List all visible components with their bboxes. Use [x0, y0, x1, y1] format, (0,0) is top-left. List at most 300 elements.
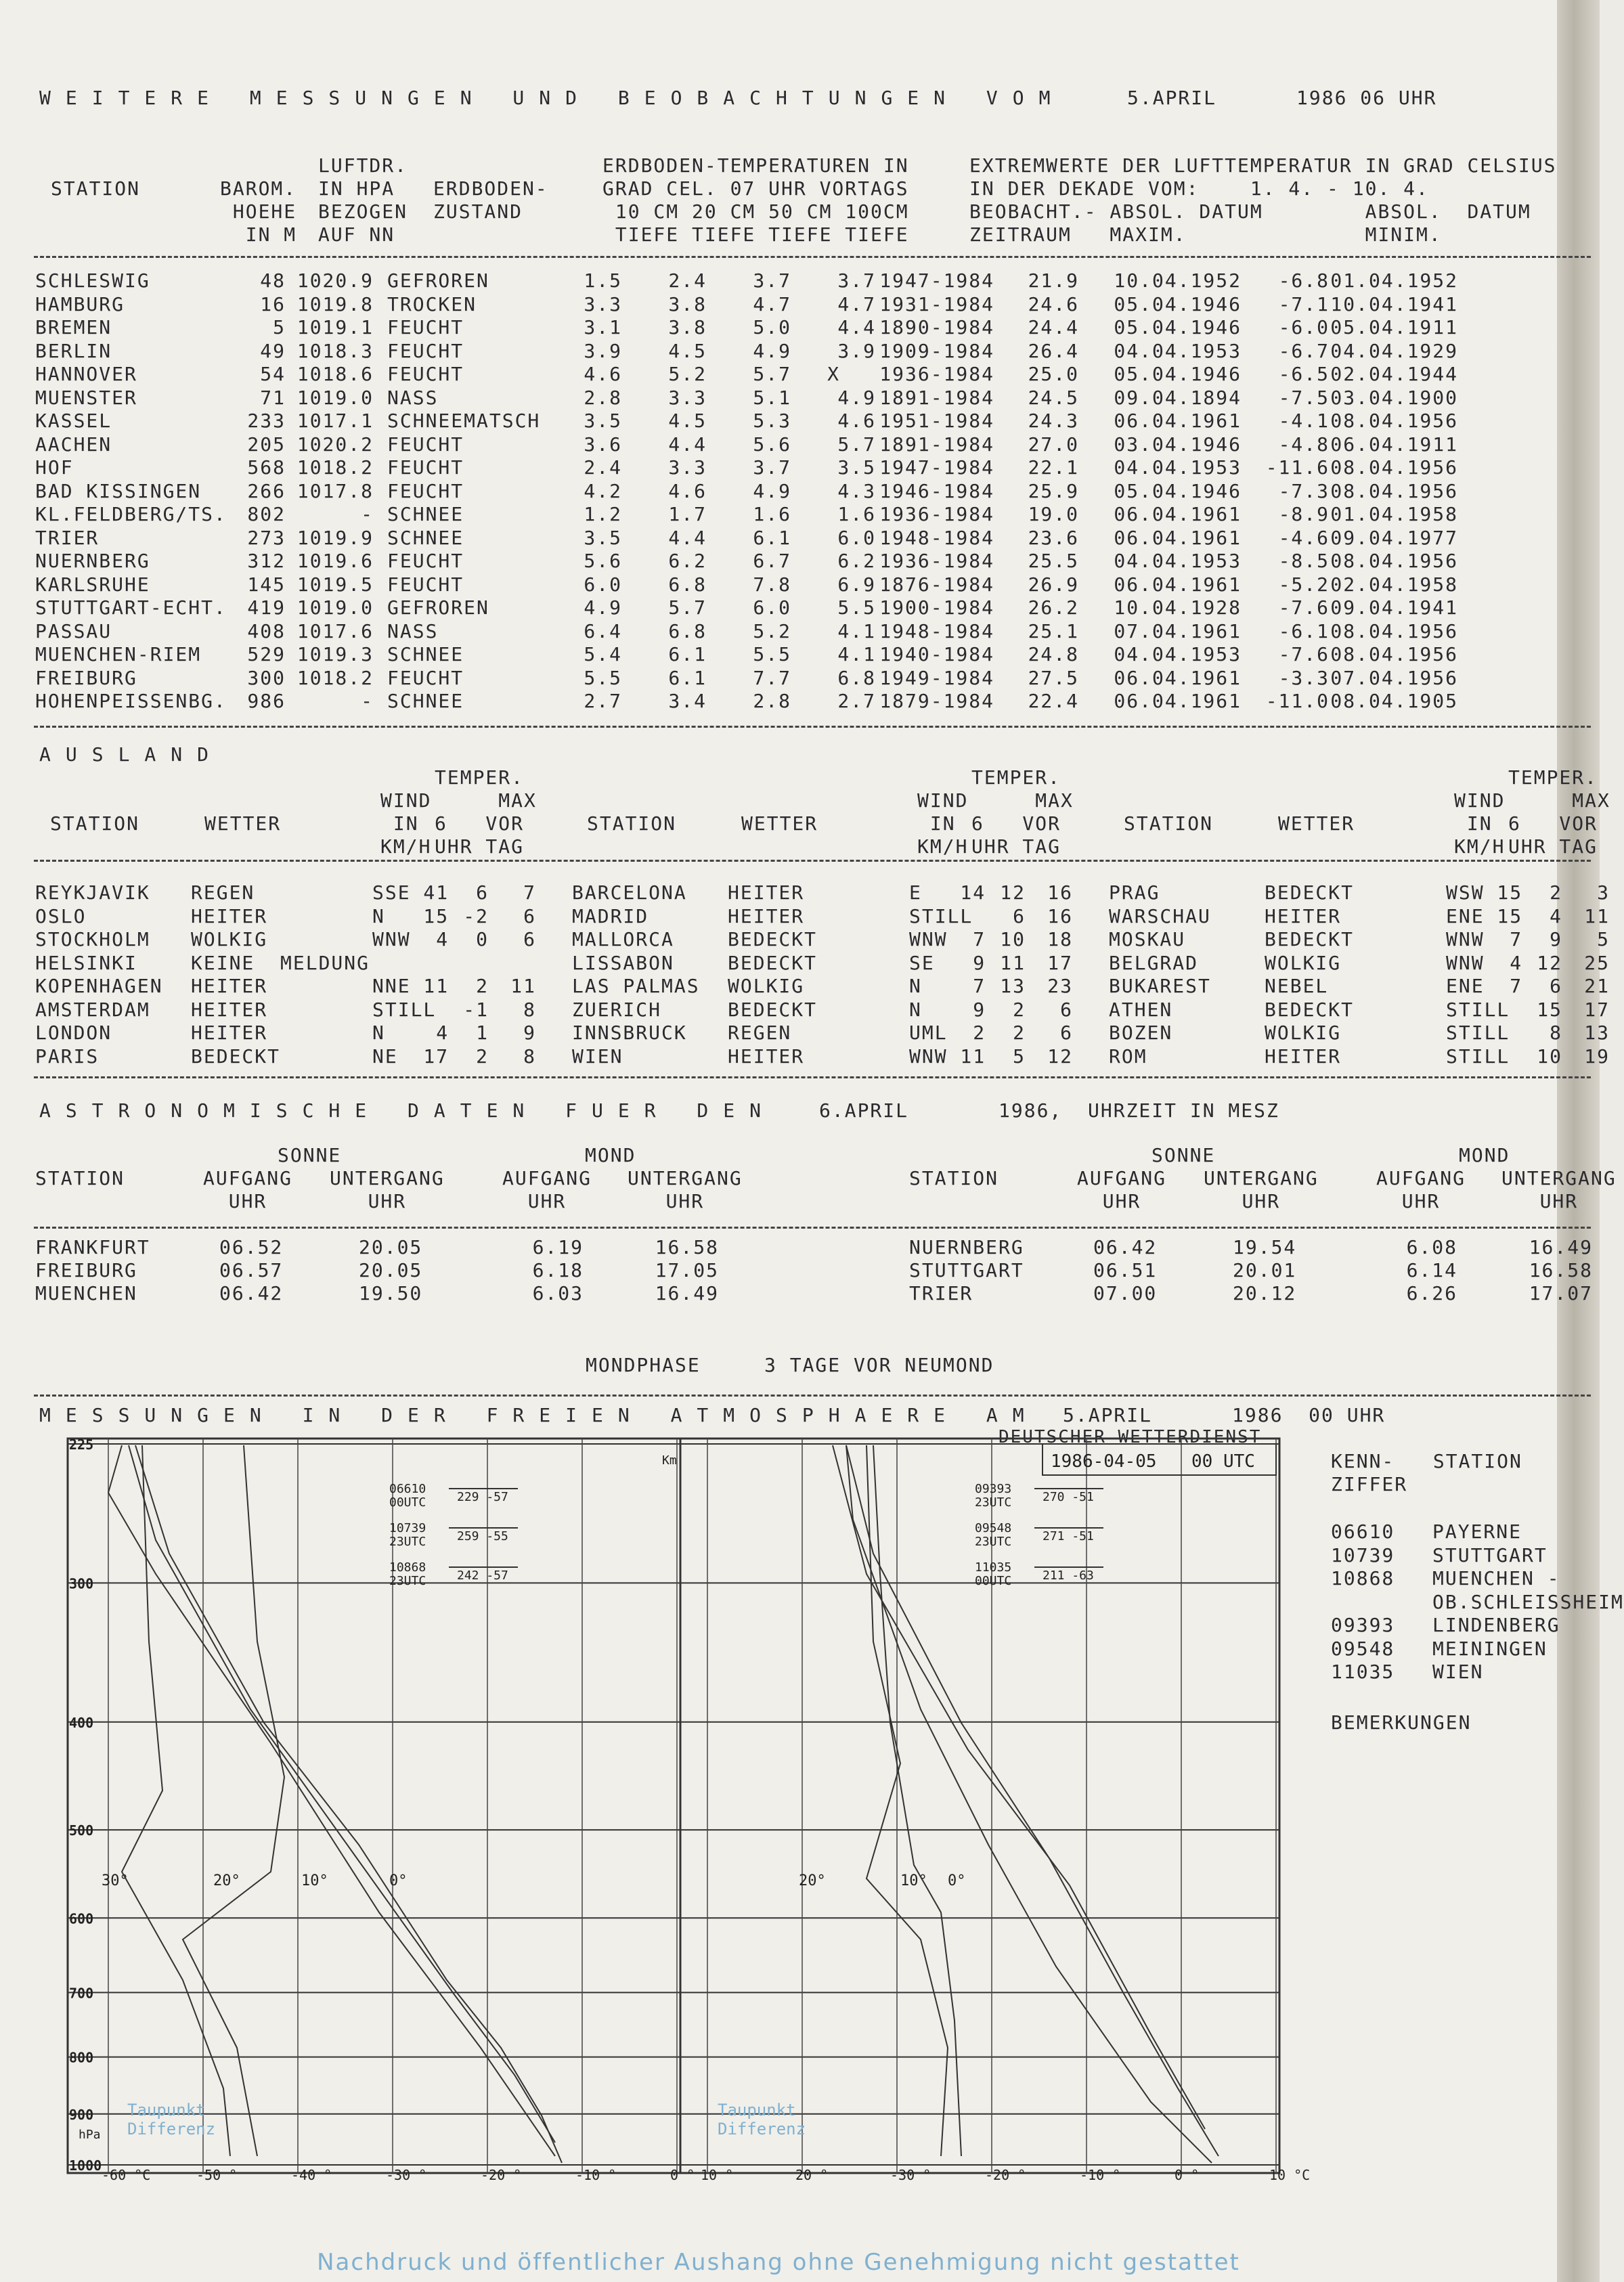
cell-t50: 4.9 [753, 339, 791, 362]
ausland-station: WIEN [572, 1045, 623, 1068]
ausland-weather: REGEN [191, 881, 255, 904]
astro-moon-rise: 6.18 [532, 1259, 584, 1281]
astro-station: TRIER [909, 1282, 973, 1304]
cell-period: 1909-1984 [879, 339, 994, 362]
pressure-label: 500 [69, 1822, 94, 1839]
kenn-title: KENN- STATION ZIFFER [1331, 1450, 1522, 1495]
dewpoint-mark: 0° [948, 1872, 966, 1889]
cell-station: SCHLESWIG [35, 269, 150, 292]
cell-t100: 6.2 [837, 550, 876, 572]
temp-axis-label: 0 ° [670, 2167, 695, 2183]
dewpoint-label: Taupunkt [127, 2101, 206, 2120]
ausland-head-temper: TEMPER. MAX 6 VOR UHR TAG [435, 766, 537, 858]
astro-head-station: STATION [35, 1167, 125, 1189]
ausland-temp-max: 6 [1060, 1022, 1073, 1044]
legend-station-id: 09548 [975, 1521, 1012, 1535]
cell-t20: 6.1 [668, 666, 707, 689]
cell-t10: 4.6 [584, 363, 622, 385]
legend-station-id: 10868 [389, 1560, 426, 1575]
ausland-temp-6h: 8 [1550, 1022, 1562, 1044]
cell-pressure: 1020.9 [297, 269, 374, 292]
cell-t20: 4.6 [668, 479, 707, 502]
cell-barom-height: 266 [247, 479, 286, 502]
cell-abs-min: -7.6 [1278, 596, 1330, 619]
cell-t100: 3.5 [837, 456, 876, 479]
ausland-weather: BEDECKT [728, 928, 818, 950]
cell-soil-state: SCHNEEMATSCH [387, 410, 541, 432]
cell-period: 1931-1984 [879, 292, 994, 315]
table-row [35, 643, 1458, 667]
table-row [35, 293, 1458, 317]
cell-t20: 6.1 [668, 643, 707, 665]
cell-pressure: 1019.9 [297, 526, 374, 549]
cell-max-date: 09.04.1894 [1114, 386, 1242, 409]
temp-axis-label: -10 ° [1080, 2167, 1121, 2183]
astro-sun-set: 20.12 [1233, 1282, 1297, 1304]
cell-t10: 4.9 [584, 596, 622, 619]
col-head-soil-temp: ERDBODEN-TEMPERATUREN IN GRAD CEL. 07 UHR VORTAGS 10 CM 20 CM 50 CM 100CM TIEFE TIEFE TIEFE TIEFE [602, 154, 909, 246]
cell-soil-state: FEUCHT [387, 479, 464, 502]
cell-min-date: 08.04.1956 [1330, 479, 1458, 502]
cell-period: 1890-1984 [879, 316, 994, 338]
inland-table [35, 269, 1458, 714]
cell-t50: 7.7 [753, 666, 791, 689]
ausland-temp-6h: 2 [1013, 1022, 1026, 1044]
report-time: 1986 06 UHR [1296, 87, 1437, 109]
ausland-temp-6h: 0 [476, 928, 489, 950]
temperature-curve [135, 1445, 562, 2163]
cell-t10: 5.5 [584, 666, 622, 689]
ausland-station: MOSKAU [1109, 928, 1186, 950]
ausland-station: PARIS [35, 1045, 100, 1068]
cell-max-date: 07.04.1961 [1114, 619, 1242, 642]
table-row [35, 316, 1458, 340]
cell-t50: 1.6 [753, 503, 791, 525]
ausland-weather: HEITER [728, 1045, 805, 1068]
cell-soil-state: FEUCHT [387, 316, 464, 338]
cell-max-date: 06.04.1961 [1114, 526, 1242, 549]
cell-abs-max: 22.4 [1028, 690, 1079, 712]
cell-t50: 2.8 [753, 690, 791, 712]
cell-max-date: 05.04.1946 [1114, 363, 1242, 385]
hpa-unit: hPa [79, 2128, 101, 2142]
cell-min-date: 08.04.1956 [1330, 456, 1458, 479]
legend-tropopause: 271 -51 [1043, 1529, 1094, 1543]
ausland-temp-6h: 5 [1013, 1045, 1026, 1068]
cell-abs-min: -6.0 [1278, 316, 1330, 338]
cell-barom-height: 48 [260, 269, 286, 292]
cell-abs-max: 24.8 [1028, 643, 1079, 665]
cell-period: 1936-1984 [879, 363, 994, 385]
astro-sun-set: 19.54 [1233, 1236, 1297, 1258]
ausland-head-temper: TEMPER. MAX 6 VOR UHR TAG [1508, 766, 1610, 858]
cell-abs-min: -11.6 [1265, 456, 1330, 479]
cell-abs-max: 24.6 [1028, 292, 1079, 315]
ausland-weather: HEITER [191, 998, 268, 1021]
ausland-temp-max: 19 [1584, 1045, 1610, 1068]
cell-period: 1940-1984 [879, 643, 994, 665]
cell-min-date: 10.04.1941 [1330, 292, 1458, 315]
cell-barom-height: 49 [260, 339, 286, 362]
temp-axis-label: -20 ° [985, 2167, 1026, 2183]
cell-station: KARLSRUHE [35, 573, 150, 596]
temp-axis-label: 20 ° [795, 2167, 829, 2183]
cell-t100: 5.7 [837, 433, 876, 456]
cell-barom-height: 419 [247, 596, 286, 619]
ausland-temp-6h: 2 [1013, 998, 1026, 1021]
ausland-station: AMSTERDAM [35, 998, 150, 1021]
ausland-weather: BEDECKT [1265, 881, 1355, 904]
cell-soil-state: FEUCHT [387, 456, 464, 479]
cell-period: 1947-1984 [879, 456, 994, 479]
cell-max-date: 04.04.1953 [1114, 643, 1242, 665]
legend-utc: 00UTC [389, 1495, 426, 1510]
ausland-weather: BEDECKT [1265, 998, 1355, 1021]
cell-max-date: 05.04.1946 [1114, 316, 1242, 338]
dewpoint-mark: 10° [301, 1872, 328, 1889]
astro-head-moon-rise: AUFGANG UHR [502, 1167, 592, 1212]
station-key-name: PAYERNE [1432, 1520, 1522, 1543]
cell-abs-min: -7.6 [1278, 643, 1330, 665]
astro-moon-set: 16.49 [1529, 1236, 1593, 1258]
temperature-curve [108, 1445, 555, 2156]
station-key-name: MEININGEN [1432, 1637, 1548, 1660]
cell-soil-state: GEFROREN [387, 596, 489, 619]
cell-t20: 3.8 [668, 292, 707, 315]
astro-head-sun-set: UNTERGANG UHR [1204, 1167, 1319, 1212]
cell-t10: 3.6 [584, 433, 622, 456]
pressure-label: 225 [69, 1436, 94, 1453]
cell-min-date: 06.04.1911 [1330, 433, 1458, 456]
table-row [35, 690, 1458, 714]
cell-t10: 3.9 [584, 339, 622, 362]
cell-t10: 6.0 [584, 573, 622, 596]
cell-period: 1936-1984 [879, 503, 994, 525]
cell-max-date: 10.04.1928 [1114, 596, 1242, 619]
astro-moon-rise: 6.03 [532, 1282, 584, 1304]
astro-head-sonne: SONNE [1151, 1144, 1216, 1166]
cell-abs-min: -8.9 [1278, 503, 1330, 525]
cell-t20: 4.5 [668, 410, 707, 432]
astro-station: STUTTGART [909, 1259, 1024, 1281]
cell-period: 1951-1984 [879, 410, 994, 432]
cell-pressure: 1018.2 [297, 456, 374, 479]
cell-abs-min: -8.5 [1278, 550, 1330, 572]
astro-sun-rise: 06.42 [1093, 1236, 1158, 1258]
cell-t50: 5.1 [753, 386, 791, 409]
astro-moon-rise: 6.26 [1406, 1282, 1457, 1304]
cell-t50: 4.7 [753, 292, 791, 315]
dwd-label: DEUTSCHER WETTERDIENST [998, 1427, 1262, 1447]
legend-tropopause: 242 -57 [457, 1568, 508, 1583]
ausland-wind: WNW 11 [909, 1045, 986, 1068]
cell-pressure: 1020.2 [297, 433, 374, 456]
ausland-weather: HEITER [191, 1022, 268, 1044]
ausland-temp-6h: 2 [1550, 881, 1562, 904]
ausland-temp-6h: 10 [1537, 1045, 1562, 1068]
ausland-station: INNSBRUCK [572, 1022, 687, 1044]
divider [34, 860, 1591, 862]
cell-t10: 5.6 [584, 550, 622, 572]
ausland-station: BOZEN [1109, 1022, 1173, 1044]
ausland-title: AUSLAND [39, 743, 224, 766]
astro-moon-set: 16.58 [1529, 1259, 1593, 1281]
ausland-head-wetter: WETTER [741, 812, 818, 835]
ausland-station: MADRID [572, 904, 649, 927]
ausland-temp-6h: 13 [1000, 975, 1026, 997]
ausland-temp-max: 11 [510, 975, 536, 997]
astro-sun-set: 20.05 [359, 1236, 423, 1258]
cell-station: BREMEN [35, 316, 112, 338]
cell-t20: 6.2 [668, 550, 707, 572]
table-row [35, 667, 1458, 690]
table-row [35, 363, 1458, 387]
cell-barom-height: 5 [273, 316, 286, 338]
table-row [35, 480, 1458, 504]
cell-t20: 3.8 [668, 316, 707, 338]
dewpoint-curve [122, 1445, 230, 2156]
cell-t20: 5.7 [668, 596, 707, 619]
cell-soil-state: SCHNEE [387, 526, 464, 549]
cell-t100: 1.6 [837, 503, 876, 525]
cell-pressure: 1019.0 [297, 386, 374, 409]
cell-pressure: 1017.1 [297, 410, 374, 432]
ausland-wind: ENE 7 [1446, 975, 1523, 997]
ausland-temp-max: 6 [523, 928, 536, 950]
ausland-wind: WNW 7 [1446, 928, 1523, 950]
cell-barom-height: 54 [260, 363, 286, 385]
cell-barom-height: 986 [247, 690, 286, 712]
ausland-weather: BEDECKT [728, 998, 818, 1021]
ausland-station: LONDON [35, 1022, 112, 1044]
station-key-id: 11035 [1331, 1661, 1395, 1683]
astro-moon-set: 16.58 [655, 1236, 719, 1258]
pressure-label: 900 [69, 2106, 94, 2123]
cell-t100: 6.8 [837, 666, 876, 689]
astro-station: MUENCHEN [35, 1282, 137, 1304]
astro-moon-set: 16.49 [655, 1282, 719, 1304]
cell-t50: 6.7 [753, 550, 791, 572]
astro-head-moon-set: UNTERGANG UHR [628, 1167, 743, 1212]
cell-t10: 2.4 [584, 456, 622, 479]
footer-notice: Nachdruck und öffentlicher Aushang ohne Genehmigung nicht gestattet [317, 2249, 1240, 2276]
legend-tropopause: 259 -55 [457, 1529, 508, 1543]
legend-tropopause: 211 -63 [1043, 1568, 1094, 1583]
cell-min-date: 01.04.1952 [1330, 269, 1458, 292]
cell-abs-max: 26.4 [1028, 339, 1079, 362]
cell-min-date: 07.04.1956 [1330, 666, 1458, 689]
divider [34, 726, 1591, 728]
cell-t100: 4.1 [837, 643, 876, 665]
ausland-wind: SE 9 [909, 951, 986, 974]
cell-abs-max: 25.0 [1028, 363, 1079, 385]
pressure-label: 1000 [69, 2157, 102, 2174]
cell-abs-max: 19.0 [1028, 503, 1079, 525]
ausland-temp-6h: 4 [1550, 904, 1562, 927]
ausland-station: REYKJAVIK [35, 881, 150, 904]
astro-year: 1986, UHRZEIT IN MESZ [998, 1099, 1279, 1122]
cell-pressure: 1019.0 [297, 596, 374, 619]
cell-station: BAD KISSINGEN [35, 479, 202, 502]
temperature-curve [846, 1445, 1219, 2156]
legend-utc: 00UTC [975, 1574, 1012, 1588]
cell-t100: 2.7 [837, 690, 876, 712]
cell-abs-min: -4.8 [1278, 433, 1330, 456]
station-key-name: LINDENBERG [1432, 1614, 1560, 1636]
cell-abs-min: -4.6 [1278, 526, 1330, 549]
pressure-label: 800 [69, 2049, 94, 2066]
dewpoint-mark: 10° [900, 1872, 927, 1889]
station-key-name: OB.SCHLEISSHEIM [1432, 1590, 1624, 1613]
ausland-station: MALLORCA [572, 928, 674, 950]
cell-t20: 4.5 [668, 339, 707, 362]
ausland-temp-max: 11 [1584, 904, 1610, 927]
cell-t100: 3.9 [837, 339, 876, 362]
table-row [35, 387, 1458, 410]
ausland-station: ATHEN [1109, 998, 1173, 1021]
ausland-weather: HEITER [191, 975, 268, 997]
cell-t20: 3.3 [668, 386, 707, 409]
cell-pressure: 1018.3 [297, 339, 374, 362]
cell-station: HOF [35, 456, 74, 479]
ausland-temp-max: 18 [1047, 928, 1073, 950]
height-unit: Km [662, 1453, 677, 1468]
cell-barom-height: 300 [247, 666, 286, 689]
station-key-id: 09548 [1331, 1637, 1395, 1660]
cell-barom-height: 408 [247, 619, 286, 642]
legend-tropopause: 229 -57 [457, 1490, 508, 1504]
legend-station-id: 06610 [389, 1482, 426, 1496]
cell-min-date: 02.04.1958 [1330, 573, 1458, 596]
pressure-label: 400 [69, 1714, 94, 1731]
cell-min-date: 08.04.1956 [1330, 410, 1458, 432]
astro-station: FREIBURG [35, 1259, 137, 1281]
ausland-wind: WNW 4 [1446, 951, 1523, 974]
diagram-frame [68, 1439, 1279, 2173]
ausland-station: BARCELONA [572, 881, 687, 904]
astro-moon-set: 17.07 [1529, 1282, 1593, 1304]
ausland-weather: WOLKIG [1265, 1022, 1342, 1044]
astro-date: 6.APRIL [819, 1099, 909, 1122]
cell-station: HANNOVER [35, 363, 137, 385]
ausland-temp-max: 13 [1584, 1022, 1610, 1044]
ausland-temp-6h: 15 [1537, 998, 1562, 1021]
ausland-head-station: STATION [1124, 812, 1214, 835]
astro-moon-set: 17.05 [655, 1259, 719, 1281]
ausland-weather: BEDECKT [728, 951, 818, 974]
ausland-wind: WNW 7 [909, 928, 986, 950]
ausland-temp-6h: 6 [1013, 904, 1026, 927]
ausland-temp-6h: 2 [476, 975, 489, 997]
ausland-temp-max: 6 [1060, 998, 1073, 1021]
ausland-wind: SSE 41 [372, 881, 449, 904]
ausland-weather: KEINE MELDUNG [191, 951, 370, 974]
ausland-temp-max: 21 [1584, 975, 1610, 997]
table-row [35, 433, 1458, 457]
ausland-wind: N 9 [909, 998, 986, 1021]
ausland-temp-max: 17 [1584, 998, 1610, 1021]
cell-t50: 5.6 [753, 433, 791, 456]
cell-barom-height: 16 [260, 292, 286, 315]
cell-t20: 3.3 [668, 456, 707, 479]
cell-period: 1949-1984 [879, 666, 994, 689]
ausland-temp-6h: -2 [463, 904, 489, 927]
cell-abs-min: -6.7 [1278, 339, 1330, 362]
report-date: 5.APRIL [1127, 87, 1217, 109]
cell-t100: 4.1 [837, 619, 876, 642]
astro-moon-rise: 6.08 [1406, 1236, 1457, 1258]
ausland-head-station: STATION [587, 812, 677, 835]
cell-max-date: 06.04.1961 [1114, 503, 1242, 525]
table-row [35, 340, 1458, 364]
astro-head-moon-set: UNTERGANG UHR [1501, 1167, 1617, 1212]
cell-min-date: 08.04.1905 [1330, 690, 1458, 712]
col-head-barom: BAROM. HOEHE IN M [220, 177, 297, 246]
dewpoint-mark: 0° [389, 1872, 408, 1889]
ausland-station: WARSCHAU [1109, 904, 1211, 927]
cell-t10: 6.4 [584, 619, 622, 642]
atmo-title: MESSUNGEN IN DER FREIEN ATMOSPHAERE AM [39, 1404, 1039, 1426]
ausland-station: LAS PALMAS [572, 975, 700, 997]
ausland-weather: HEITER [1265, 1045, 1342, 1068]
cell-station: AACHEN [35, 433, 112, 456]
cell-abs-min: -3.3 [1278, 666, 1330, 689]
cell-min-date: 08.04.1956 [1330, 550, 1458, 572]
cell-station: MUENCHEN-RIEM [35, 643, 202, 665]
cell-t10: 3.5 [584, 410, 622, 432]
cell-barom-height: 273 [247, 526, 286, 549]
cell-pressure: 1018.2 [297, 666, 374, 689]
ausland-station: OSLO [35, 904, 87, 927]
cell-station: MUENSTER [35, 386, 137, 409]
temp-axis-label: 0 ° [1175, 2167, 1200, 2183]
col-head-extremes: EXTREMWERTE DER LUFTTEMPERATUR IN GRAD CELSIUS IN DER DEKADE VOM: 1. 4. - 10. 4. BEOBACHT.- ABSOL. DATUM ABSOL. DATUM ZEITRAUM MAXIM. MINIM. [969, 154, 1557, 246]
cell-period: 1900-1984 [879, 596, 994, 619]
dewpoint-mark: 20° [213, 1872, 240, 1889]
cell-t100: X [827, 363, 840, 385]
ausland-wind: WNW 4 [372, 928, 449, 950]
cell-period: 1891-1984 [879, 433, 994, 456]
cell-min-date: 03.04.1900 [1330, 386, 1458, 409]
temp-axis-label: 10 °C [1269, 2167, 1311, 2183]
ausland-station: STOCKHOLM [35, 928, 150, 950]
table-row [35, 503, 1458, 527]
cell-t50: 5.5 [753, 643, 791, 665]
cell-max-date: 03.04.1946 [1114, 433, 1242, 456]
ausland-wind: STILL [372, 998, 437, 1021]
cell-soil-state: FEUCHT [387, 363, 464, 385]
cell-min-date: 05.04.1911 [1330, 316, 1458, 338]
cell-period: 1876-1984 [879, 573, 994, 596]
dewpoint-mark: 30° [102, 1872, 129, 1889]
cell-abs-max: 23.6 [1028, 526, 1079, 549]
divider [34, 1227, 1591, 1229]
cell-station: NUERNBERG [35, 550, 150, 572]
station-key-name: STUTTGART [1432, 1543, 1548, 1566]
astro-sun-rise: 06.52 [219, 1236, 284, 1258]
ausland-temp-max: 23 [1047, 975, 1073, 997]
ausland-wind: STILL [909, 904, 973, 927]
cell-min-date: 01.04.1958 [1330, 503, 1458, 525]
ausland-weather: BEDECKT [191, 1045, 281, 1068]
table-row [35, 410, 1458, 433]
ausland-weather: HEITER [728, 881, 805, 904]
cell-t100: 6.9 [837, 573, 876, 596]
cell-t10: 2.7 [584, 690, 622, 712]
cell-station: TRIER [35, 526, 100, 549]
cell-t10: 1.5 [584, 269, 622, 292]
ausland-wind: STILL [1446, 1022, 1510, 1044]
